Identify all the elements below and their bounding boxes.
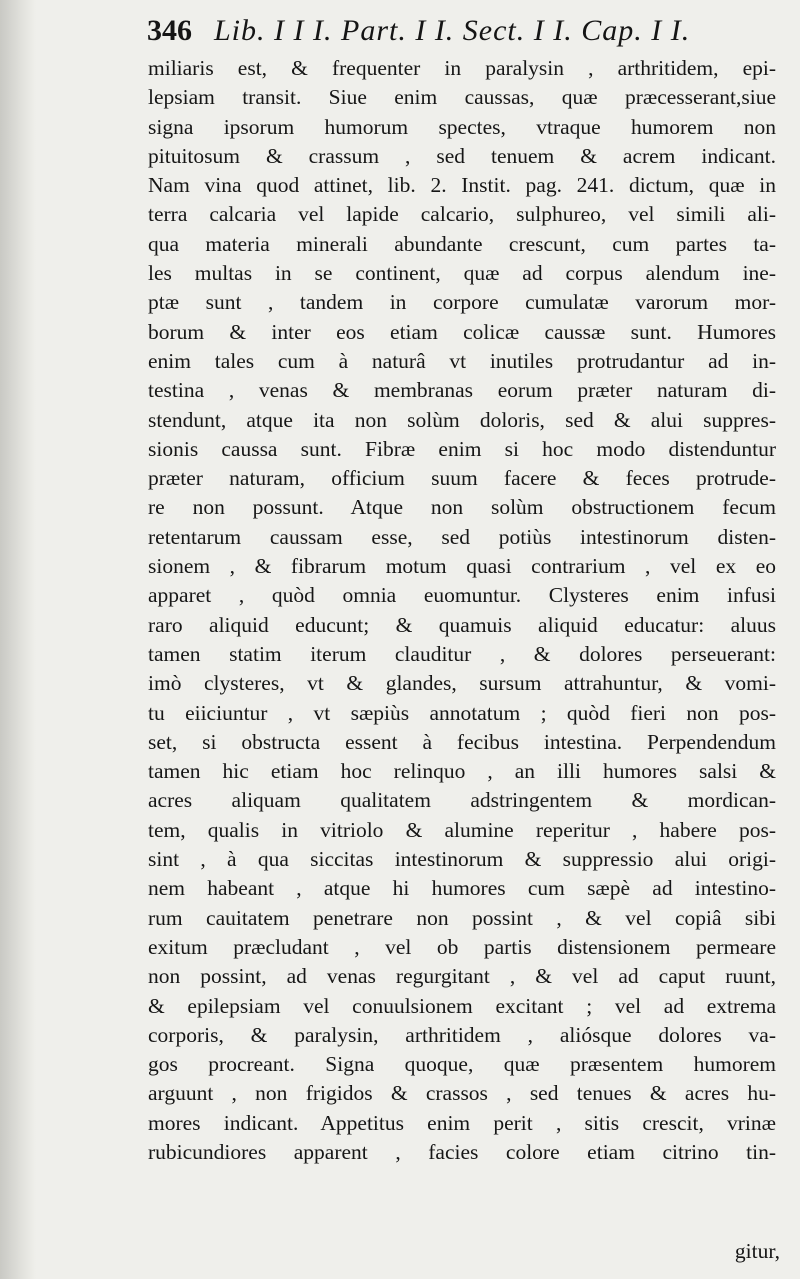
- text-line: miliaris est, & frequenter in paralysin , arthritidem, epi-: [148, 56, 776, 80]
- page-gutter-shadow: [0, 0, 36, 1279]
- text-line: præter naturam, officium suum facere & feces protrude-: [148, 466, 776, 491]
- page-number: 346: [147, 14, 192, 47]
- text-line: signa ipsorum humorum spectes, vtraque humorem non: [148, 114, 776, 139]
- text-line: enim tales cum à naturâ vt inutiles protrudantur ad in-: [148, 348, 776, 373]
- text-line: raro aliquid educunt; & quamuis aliquid educatur: aluus: [148, 612, 776, 637]
- text-line: mores indicant. Appetitus enim perit , sitis crescit, vrinæ: [148, 1110, 776, 1135]
- text-line: Nam vina quod attinet, lib. 2. Instit. pag. 241. dictum, quæ in: [148, 173, 776, 198]
- text-line: retentarum caussam esse, sed potiùs intestinorum disten-: [148, 524, 776, 549]
- text-line: re non possunt. Atque non solùm obstructionem fecum: [148, 495, 776, 520]
- text-line: corporis, & paralysin, arthritidem , aliósque dolores va-: [148, 1022, 776, 1047]
- text-line: sionem , & fibrarum motum quasi contrarium , vel ex eo: [148, 554, 776, 579]
- text-line: tamen hic etiam hoc relinquo , an illi humores salsi &: [148, 759, 776, 784]
- text-line: nem habeant , atque hi humores cum sæpè ad intestino-: [148, 876, 776, 901]
- page-header: [147, 14, 747, 54]
- text-line: imò clysteres, vt & glandes, sursum attrahuntur, & vomi-: [148, 671, 776, 696]
- text-line: pituitosum & crassum , sed tenuem & acrem indicant.: [148, 143, 776, 168]
- text-line: stendunt, atque ita non solùm doloris, sed & alui suppres-: [148, 407, 776, 432]
- text-line: acres aliquam qualitatem adstringentem & mordican-: [148, 788, 776, 813]
- text-line: testina , venas & membranas eorum præter naturam di-: [148, 378, 776, 403]
- text-line: & epilepsiam vel conuulsionem excitant ; vel ad extrema: [148, 993, 776, 1018]
- body-text: [148, 54, 776, 1167]
- text-line: sionis caussa sunt. Fibræ enim si hoc modo distenduntur: [148, 436, 776, 461]
- text-line: exitum præcludant , vel ob partis distensionem permeare: [148, 934, 776, 959]
- text-line: arguunt , non frigidos & crassos , sed tenues & acres hu-: [148, 1081, 776, 1106]
- text-line: set, si obstructa essent à fecibus intestina. Perpendendum: [148, 729, 776, 754]
- text-line: rum cauitatem penetrare non possint , & vel copiâ sibi: [148, 905, 776, 930]
- text-line: tu eiiciuntur , vt sæpiùs annotatum ; quòd fieri non pos-: [148, 700, 776, 725]
- text-line: ptæ sunt , tandem in corpore cumulatæ varorum mor-: [148, 290, 776, 315]
- text-line: qua materia minerali abundante crescunt, cum partes ta-: [148, 231, 776, 256]
- text-line: tamen statim iterum clauditur , & dolores perseuerant:: [148, 641, 776, 666]
- text-line: sint , à qua siccitas intestinorum & suppressio alui origi-: [148, 847, 776, 872]
- text-line: gos procreant. Signa quoque, quæ præsentem humorem: [148, 1052, 776, 1077]
- text-line: terra calcaria vel lapide calcario, sulphureo, vel simili ali-: [148, 202, 776, 227]
- text-line: borum & inter eos etiam colicæ caussæ sunt. Humores: [148, 319, 776, 344]
- text-line: lepsiam transit. Siue enim caussas, quæ præcesserant,siue: [148, 85, 776, 110]
- running-head: Lib. I I I. Part. I I. Sect. I I. Cap. I I.: [214, 14, 691, 47]
- text-line: tem, qualis in vitriolo & alumine reperitur , habere pos-: [148, 817, 776, 842]
- text-line: rubicundiores apparent , facies colore etiam citrino tin-: [148, 1139, 776, 1164]
- catchword: gitur,: [734, 1239, 780, 1263]
- text-line: apparet , quòd omnia euomuntur. Clysteres enim infusi: [148, 583, 776, 608]
- text-line: les multas in se continent, quæ ad corpus alendum ine-: [148, 261, 776, 286]
- text-line: non possint, ad venas regurgitant , & vel ad caput ruunt,: [148, 964, 776, 989]
